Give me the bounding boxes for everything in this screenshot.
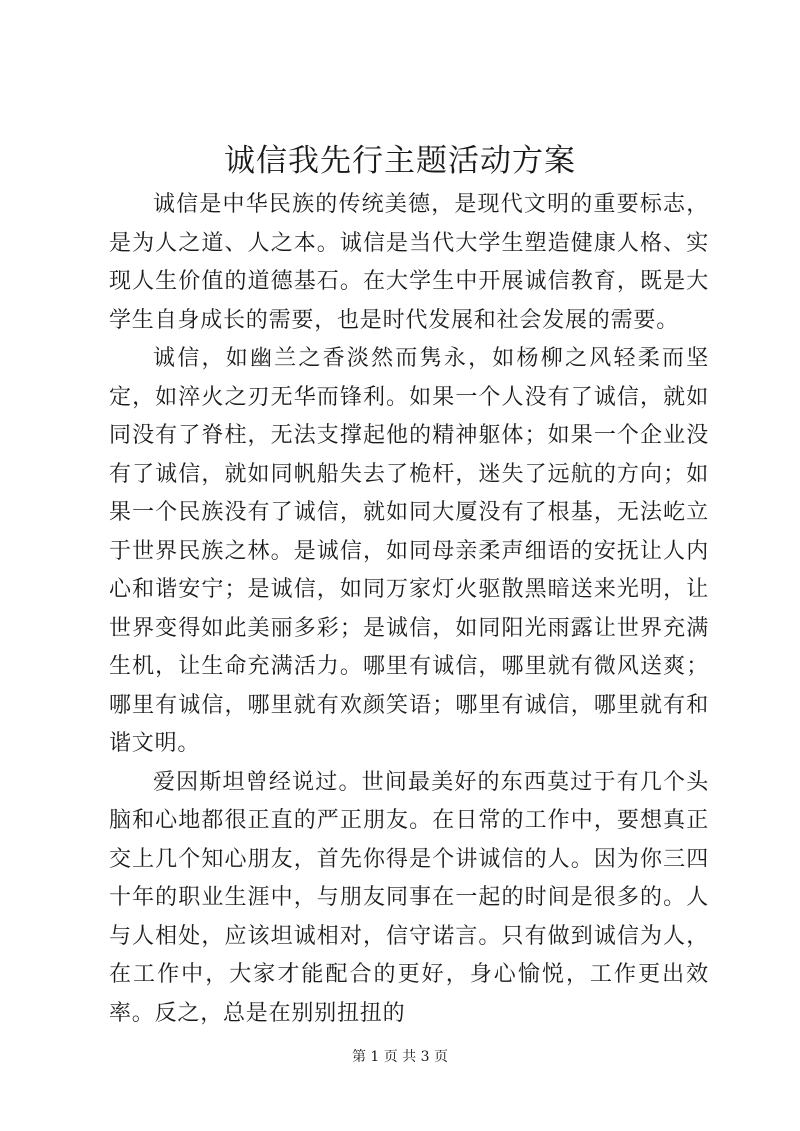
paragraph-2: 诚信，如幽兰之香淡然而隽永，如杨柳之风轻柔而坚定，如淬火之刃无华而锋利。如果一个人没有了诚信，就如同没有了脊柱，无法支撑起他的精神躯体；如果一个企业没有了诚信，就如同帆船失去了桅杆，迷失了远航的方向；如果一个民族没有了诚信，就如同大厦没有了根基，无法屹立于世界民族之林。是诚信，如同母亲柔声细语的安抚让人内心和谐安宁；是诚信，如同万家灯火驱散黑暗送来光明，让世界变得如此美丽多彩；是诚信，如同阳光雨露让世界充满生机，让生命充满活力。哪里有诚信，哪里就有微风送爽；哪里有诚信，哪里就有欢颜笑语；哪里有诚信，哪里就有和谐文明。	[109, 346, 709, 756]
page-footer: 第 1 页 共 3 页	[351, 1049, 449, 1065]
paragraph-3: 爱因斯坦曾经说过。世间最美好的东西莫过于有几个头脑和心地都很正直的严正朋友。在日常的工作中，要想真正交上几个知心朋友，首先你得是个讲诚信的人。因为你三四十年的职业生涯中，与朋友同事在一起的时间是很多的。人与人相处，应该坦诚相对，信守诺言。只有做到诚信为人，在工作中，大家才能配合的更好，身心愉悦，工作更出效率。反之，总是在别别扭扭的	[109, 769, 709, 1026]
paragraph-1: 诚信是中华民族的传统美德，是现代文明的重要标志，是为人之道、人之本。诚信是当代大学生塑造健康人格、实现人生价值的道德基石。在大学生中开展诚信教育，既是大学生自身成长的需要，也是时代发展和社会发展的需要。	[109, 192, 709, 333]
document-body	[109, 186, 709, 1033]
document-title: 诚信我先行主题活动方案	[224, 143, 576, 179]
